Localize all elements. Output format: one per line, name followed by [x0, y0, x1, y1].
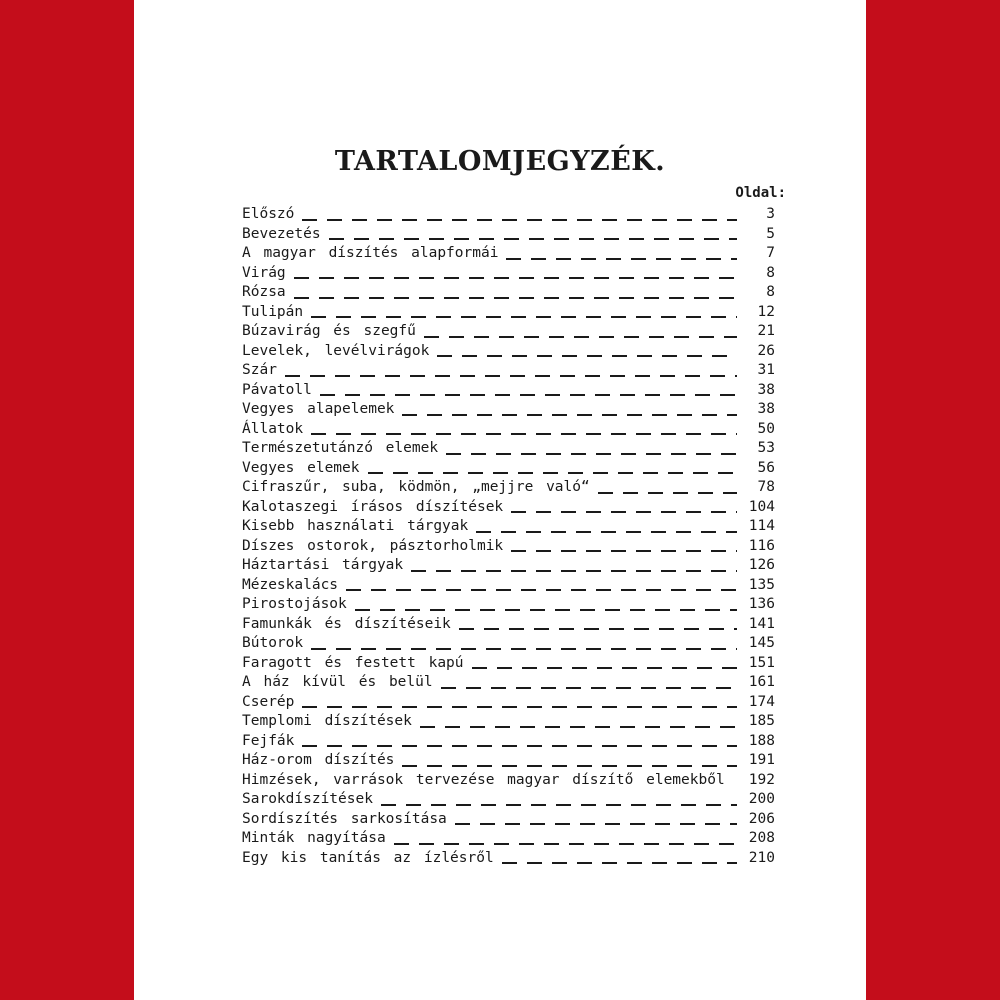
toc-leader-dashes [506, 258, 737, 260]
toc-entry-page-number: 31 [757, 362, 775, 378]
toc-entry [242, 265, 775, 285]
toc-entry-page-number: 8 [766, 284, 775, 300]
toc-leader-dashes [285, 375, 737, 377]
toc-entry-page-number: 12 [757, 303, 775, 320]
toc-entry-page-number: 200 [748, 791, 775, 807]
toc-leader-dashes [346, 589, 737, 591]
toc-entry-page-number: 38 [757, 401, 775, 417]
toc-entry [242, 733, 775, 753]
toc-entry [242, 674, 775, 694]
toc-leader-dashes [302, 219, 737, 221]
toc-entry-title: Pávatoll [242, 381, 312, 398]
toc-leader-dashes [511, 550, 737, 552]
toc-entry-title: Vegyes alapelemek [242, 401, 395, 417]
toc-entry-title: Templomi díszítések [242, 713, 412, 729]
toc-entry [242, 655, 775, 675]
toc-entry-page-number: 151 [748, 654, 775, 671]
toc-entry [242, 382, 775, 402]
toc-entry-page-number: 161 [748, 674, 775, 690]
toc-entry-page-number: 53 [757, 440, 775, 456]
toc-leader-dashes [355, 609, 737, 611]
toc-entry [242, 460, 775, 480]
toc-entry [242, 830, 775, 850]
toc-entry-page-number: 135 [748, 576, 775, 593]
toc-entry-title: Himzések, varrások tervezése magyar díszítő elemekből [242, 771, 725, 788]
toc-entry-page-number: 174 [748, 693, 775, 710]
toc-entry-page-number: 3 [766, 206, 775, 222]
toc-entry-page-number: 210 [748, 849, 775, 866]
toc-entry-page-number: 114 [748, 518, 775, 534]
toc-entry-title: Bútorok [242, 635, 304, 651]
toc-entry-page-number: 21 [757, 323, 775, 339]
toc-leader-dashes [420, 726, 737, 728]
toc-leader-dashes [729, 784, 743, 786]
toc-entry [242, 499, 775, 519]
toc-entry-title: Kalotaszegi írásos díszítések [242, 498, 504, 515]
toc-entry-title: Ház-orom díszítés [242, 752, 395, 768]
toc-entry [242, 752, 775, 772]
toc-leader-dashes [368, 472, 738, 474]
toc-leader-dashes [320, 394, 737, 396]
toc-entry [242, 440, 775, 460]
toc-entry [242, 206, 775, 226]
toc-entry-title: Tulipán [242, 303, 304, 320]
toc-leader-dashes [394, 843, 737, 845]
toc-leader-dashes [411, 570, 737, 572]
toc-entry-page-number: 126 [748, 557, 775, 573]
toc-leader-dashes [476, 531, 737, 533]
toc-entry [242, 811, 775, 831]
toc-leader-dashes [598, 492, 737, 494]
toc-entry-page-number: 50 [757, 420, 775, 437]
toc-entry-title: Famunkák és díszítéseik [242, 615, 451, 632]
toc-leader-dashes [311, 648, 737, 650]
toc-entry [242, 791, 775, 811]
toc-entry-title: Háztartási tárgyak [242, 557, 404, 573]
toc-entry-page-number: 56 [757, 459, 775, 476]
toc-entry-title: Vegyes elemek [242, 459, 360, 476]
toc-entry-title: Cserép [242, 693, 295, 710]
toc-leader-dashes [302, 745, 737, 747]
toc-entry [242, 284, 775, 304]
toc-entry-title: Díszes ostorok, pásztorholmik [242, 537, 504, 554]
toc-entry-title: Egy kis tanítás az ízlésről [242, 849, 494, 866]
toc-entry-title: Állatok [242, 420, 304, 437]
toc-entry-page-number: 38 [757, 381, 775, 398]
book-page [134, 0, 866, 1000]
toc-entry-title: Sordíszítés sarkosítása [242, 810, 447, 827]
toc-entry-page-number: 141 [748, 615, 775, 632]
toc-leader-dashes [459, 628, 737, 630]
toc-entry-page-number: 5 [766, 225, 775, 242]
toc-leader-dashes [402, 414, 737, 416]
toc-entry [242, 635, 775, 655]
toc-leader-dashes [381, 804, 737, 806]
toc-entry-page-number: 8 [766, 264, 775, 281]
toc-entry [242, 538, 775, 558]
toc-entry-title: Bevezetés [242, 225, 321, 242]
toc-entry-page-number: 104 [748, 498, 775, 515]
toc-entry [242, 421, 775, 441]
toc-entry-page-number: 206 [748, 810, 775, 827]
toc-entry [242, 772, 775, 792]
toc-leader-dashes [446, 453, 737, 455]
toc-entry-title: A magyar díszítés alapformái [242, 245, 499, 261]
toc-entry-title: Pirostojások [242, 596, 347, 612]
toc-entry-page-number: 188 [748, 732, 775, 749]
toc-leader-dashes [311, 433, 737, 435]
toc-entry-page-number: 208 [748, 830, 775, 846]
toc-entry [242, 245, 775, 265]
toc-entry [242, 557, 775, 577]
toc-entry-page-number: 136 [748, 596, 775, 612]
toc-leader-dashes [472, 667, 737, 669]
toc-entry-page-number: 191 [748, 752, 775, 768]
toc-entry [242, 343, 775, 363]
toc-entry-title: Virág [242, 264, 286, 281]
toc-entry-page-number: 26 [757, 342, 775, 359]
toc-entry [242, 596, 775, 616]
toc-entry-title: Cifraszűr, suba, ködmön, „mejjre való“ [242, 479, 590, 495]
toc-leader-dashes [455, 823, 737, 825]
toc-entry-page-number: 185 [748, 713, 775, 729]
toc-entry [242, 479, 775, 499]
toc-entry-title: Sarokdíszítések [242, 791, 373, 807]
table-of-contents [242, 206, 775, 869]
toc-entry-title: Rózsa [242, 284, 286, 300]
toc-entry [242, 694, 775, 714]
toc-leader-dashes [424, 336, 737, 338]
toc-entry [242, 401, 775, 421]
toc-entry-title: Szár [242, 362, 277, 378]
toc-entry [242, 362, 775, 382]
toc-entry [242, 323, 775, 343]
toc-entry-title: A ház kívül és belül [242, 674, 433, 690]
toc-leader-dashes [294, 297, 737, 299]
toc-entry-title: Levelek, levélvirágok [242, 342, 430, 359]
toc-entry [242, 518, 775, 538]
toc-entry [242, 226, 775, 246]
page-column-label: Oldal: [735, 185, 786, 201]
toc-leader-dashes [402, 765, 737, 767]
toc-leader-dashes [311, 316, 737, 318]
toc-entry [242, 616, 775, 636]
toc-entry-title: Mézeskalács [242, 576, 339, 593]
toc-entry-page-number: 192 [748, 771, 775, 788]
toc-leader-dashes [329, 238, 737, 240]
toc-entry-title: Búzavirág és szegfű [242, 323, 416, 339]
toc-leader-dashes [502, 862, 737, 864]
toc-entry-title: Faragott és festett kapú [242, 654, 464, 671]
toc-leader-dashes [294, 277, 737, 279]
toc-entry-title: Minták nagyítása [242, 830, 386, 846]
toc-entry [242, 850, 775, 870]
toc-entry-page-number: 78 [757, 479, 775, 495]
toc-entry [242, 304, 775, 324]
toc-entry [242, 577, 775, 597]
toc-leader-dashes [511, 511, 737, 513]
toc-entry-page-number: 116 [748, 537, 775, 554]
toc-entry-page-number: 7 [766, 245, 775, 261]
page-title: TARTALOMJEGYZÉK. [334, 146, 666, 177]
toc-entry-title: Természetutánzó elemek [242, 440, 439, 456]
toc-entry-title: Kisebb használati tárgyak [242, 518, 469, 534]
toc-entry-title: Fejfák [242, 732, 295, 749]
toc-entry-title: Előszó [242, 206, 295, 222]
toc-leader-dashes [437, 355, 737, 357]
toc-entry-page-number: 145 [748, 635, 775, 651]
toc-leader-dashes [441, 687, 737, 689]
toc-leader-dashes [302, 706, 737, 708]
toc-entry [242, 713, 775, 733]
